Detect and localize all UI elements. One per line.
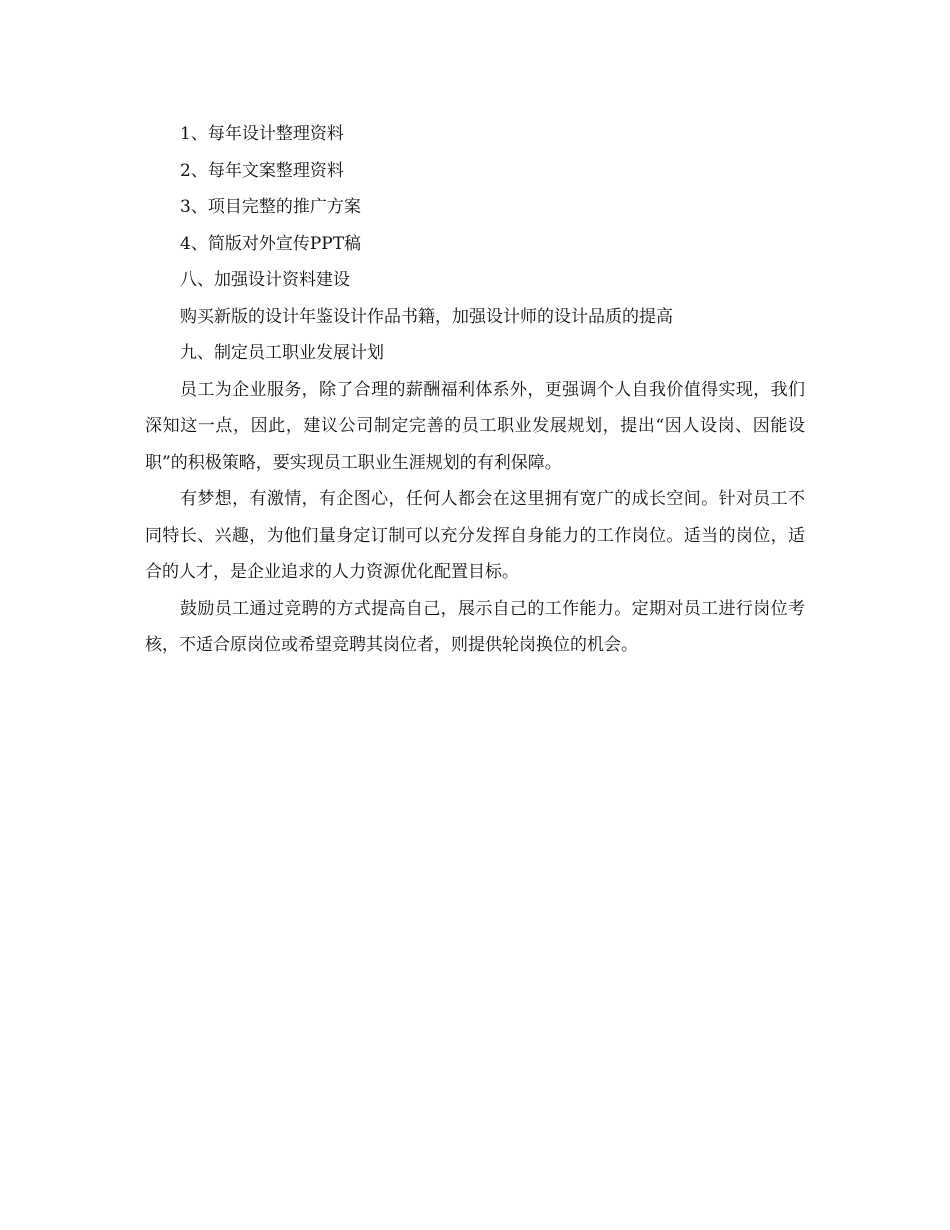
document-body: [145, 116, 805, 664]
list-item: 1、每年设计整理资料: [180, 124, 344, 144]
list-item: 4、简版对外宣传PPT稿: [180, 233, 362, 254]
list-item: 3、项目完整的推广方案: [180, 197, 361, 217]
section-heading-8: 八、加强设计资料建设: [180, 270, 350, 290]
paragraph-competition: 鼓励员工通过竞聘的方式提高自己，展示自己的工作能力。定期对员工进行岗位考核，不适合原岗位或希望竞聘其岗位者，则提供轮岗换位的机会。: [145, 598, 805, 655]
section-heading-9: 九、制定员工职业发展计划: [180, 343, 384, 363]
list-item: 2、每年文案整理资料: [180, 160, 344, 181]
paragraph-growth-space: 有梦想，有激情，有企图心，任何人都会在这里拥有宽广的成长空间。针对员工不同特长、兴趣，为他们量身定订制可以充分发挥自身能力的工作岗位。适当的岗位，适合的人才，是企业追求的人力资源优化配置目标。: [145, 489, 805, 582]
paragraph-career-plan: 员工为企业服务，除了合理的薪酬福利体系外，更强调个人自我价值得实现，我们深知这一点，因此，建议公司制定完善的员工职业发展规划，提出“因人设岗、因能设职”的积极策略，要实现员工职业生涯规划的有利保障。: [145, 379, 805, 473]
section-8-body: 购买新版的设计年鉴设计作品书籍，加强设计师的设计品质的提高: [180, 306, 673, 327]
